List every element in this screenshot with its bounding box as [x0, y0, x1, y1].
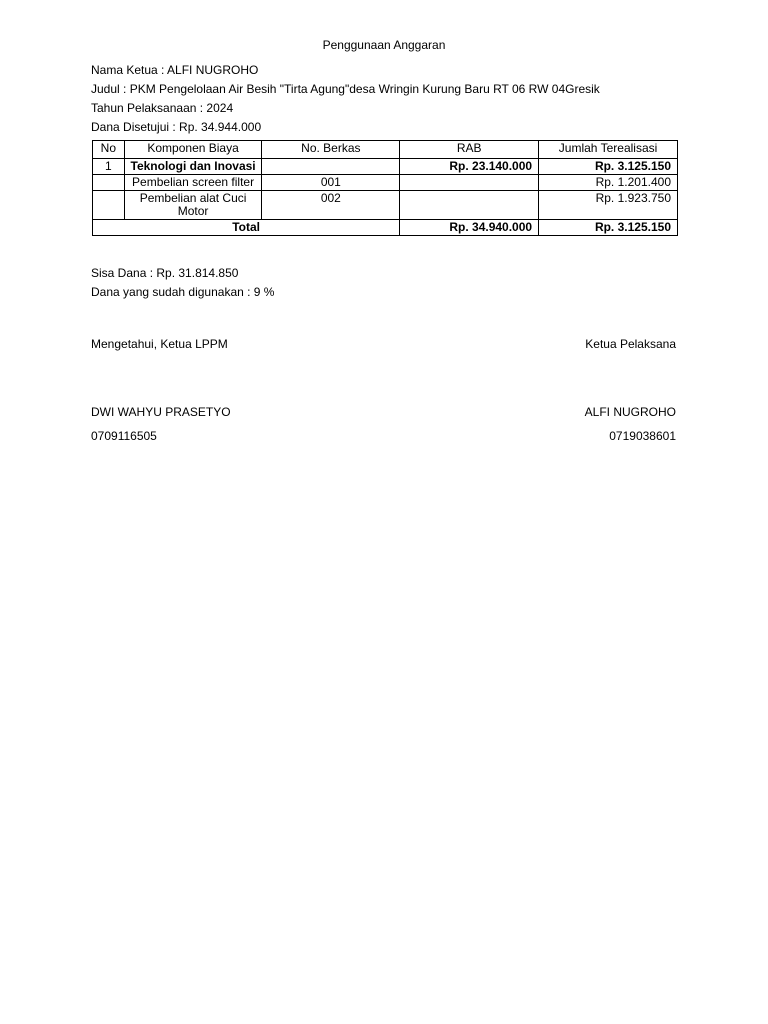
cell-no: [93, 191, 125, 220]
sisa-dana-label: Sisa Dana :: [91, 266, 157, 280]
cell-rab: [400, 175, 539, 191]
ketua-value: ALFI NUGROHO: [167, 63, 259, 77]
header-rab: RAB: [400, 141, 539, 159]
cell-berkas: 001: [262, 175, 400, 191]
cell-jumlah: Rp. 3.125.150: [539, 159, 678, 175]
budget-table: [92, 140, 678, 236]
tahun-line: [91, 100, 600, 119]
ketua-label: Nama Ketua :: [91, 63, 168, 77]
digunakan-label: Dana yang sudah digunakan :: [91, 285, 254, 299]
cell-komponen: Teknologi dan Inovasi: [124, 159, 262, 175]
cell-jumlah: Rp. 1.201.400: [539, 175, 678, 191]
document-meta: [91, 62, 600, 138]
table-total-row: [93, 220, 678, 236]
table-header-row: [93, 141, 678, 159]
cell-no: [93, 175, 125, 191]
left-signature-id: 0709116505: [91, 429, 157, 443]
header-berkas: No. Berkas: [262, 141, 400, 159]
right-signature-role: Ketua Pelaksana: [585, 337, 676, 351]
tahun-value: 2024: [206, 101, 234, 115]
right-signature-id: 0719038601: [609, 429, 676, 443]
table-row: [93, 159, 678, 175]
total-label: Total: [93, 220, 400, 236]
cell-berkas: 002: [262, 191, 400, 220]
dana-line: [91, 119, 600, 138]
cell-komponen: Pembelian screen filter: [124, 175, 262, 191]
left-signature-name: DWI WAHYU PRASETYO: [91, 405, 231, 419]
judul-label: Judul :: [91, 82, 130, 96]
table-row: [93, 191, 678, 220]
dana-value: Rp. 34.944.000: [179, 120, 262, 134]
tahun-label: Tahun Pelaksanaan :: [91, 101, 207, 115]
ketua-line: [91, 62, 600, 81]
header-jumlah: Jumlah Terealisasi: [539, 141, 678, 159]
right-signature-name: ALFI NUGROHO: [584, 405, 676, 419]
judul-value: PKM Pengelolaan Air Besih "Tirta Agung"desa Wringin Kurung Baru RT 06 RW 04Gresik: [129, 82, 600, 96]
summary: [91, 265, 274, 303]
cell-rab: [400, 191, 539, 220]
dana-label: Dana Disetujui :: [91, 120, 180, 134]
sisa-dana-value: Rp. 31.814.850: [156, 266, 239, 280]
sisa-dana-line: [91, 265, 274, 284]
left-signature-role: Mengetahui, Ketua LPPM: [91, 337, 228, 351]
cell-jumlah: Rp. 1.923.750: [539, 191, 678, 220]
cell-rab: Rp. 23.140.000: [400, 159, 539, 175]
cell-no: 1: [93, 159, 125, 175]
cell-komponen: Pembelian alat Cuci Motor: [124, 191, 262, 220]
digunakan-value: 9 %: [253, 285, 275, 299]
total-jumlah: Rp. 3.125.150: [539, 220, 678, 236]
table-row: [93, 175, 678, 191]
digunakan-line: [91, 284, 274, 303]
total-rab: Rp. 34.940.000: [400, 220, 539, 236]
header-no: No: [93, 141, 125, 159]
judul-line: [91, 81, 600, 100]
header-komponen: Komponen Biaya: [124, 141, 262, 159]
page-title: Penggunaan Anggaran: [322, 38, 446, 52]
cell-berkas: [262, 159, 400, 175]
